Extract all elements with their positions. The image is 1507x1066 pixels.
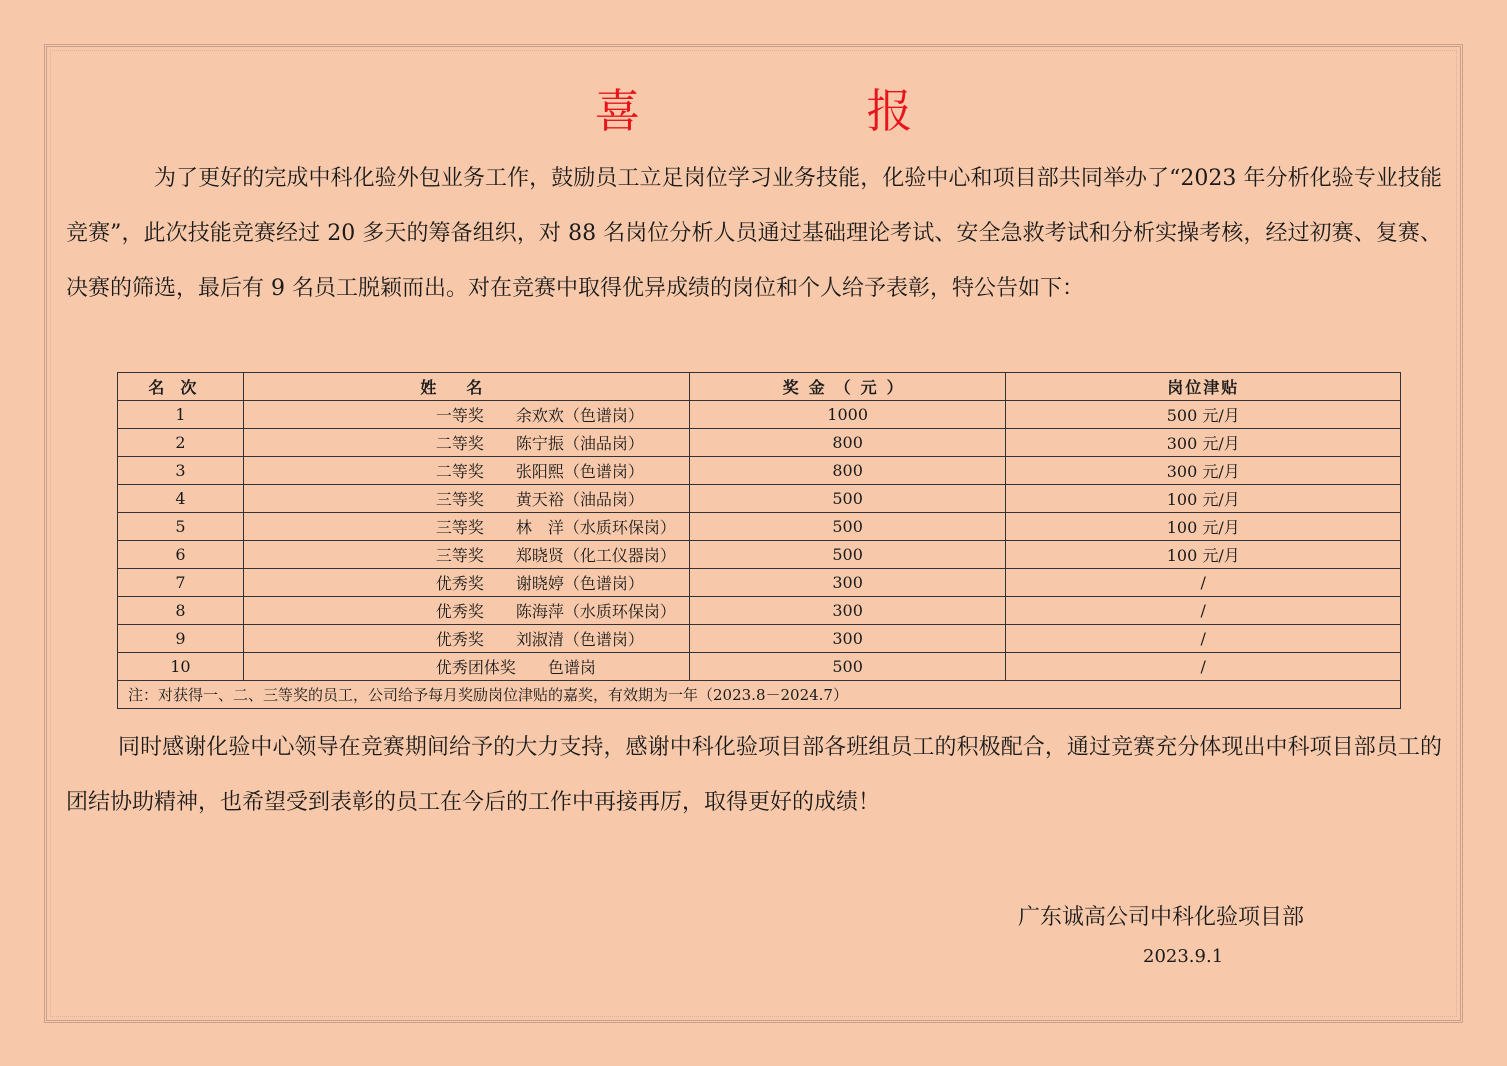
table-row bbox=[118, 513, 1401, 541]
header-prize: 奖金（元） bbox=[689, 373, 1006, 401]
header-name: 姓名 bbox=[243, 373, 689, 401]
prize-cell: 1000 bbox=[689, 401, 1006, 429]
prize-cell: 500 bbox=[689, 485, 1006, 513]
prize-cell: 500 bbox=[689, 653, 1006, 681]
name-cell: 优秀团体奖 色谱岗 bbox=[243, 653, 689, 681]
table-row bbox=[118, 485, 1401, 513]
prize-cell: 800 bbox=[689, 457, 1006, 485]
allowance-cell: / bbox=[1006, 569, 1401, 597]
name-cell: 优秀奖 谢晓婷（色谱岗） bbox=[243, 569, 689, 597]
allowance-cell: 300 元/月 bbox=[1006, 429, 1401, 457]
table-row bbox=[118, 653, 1401, 681]
table-row bbox=[118, 597, 1401, 625]
allowance-cell: 100 元/月 bbox=[1006, 485, 1401, 513]
prize-cell: 300 bbox=[689, 597, 1006, 625]
name-cell: 优秀奖 陈海萍（水质环保岗） bbox=[243, 597, 689, 625]
name-cell: 三等奖 黄天裕（油品岗） bbox=[243, 485, 689, 513]
name-cell: 二等奖 陈宁振（油品岗） bbox=[243, 429, 689, 457]
table-note-row bbox=[118, 681, 1401, 709]
prize-cell: 300 bbox=[689, 569, 1006, 597]
rank-cell: 7 bbox=[118, 569, 244, 597]
table-row bbox=[118, 457, 1401, 485]
rank-cell: 3 bbox=[118, 457, 244, 485]
table-note: 注：对获得一、二、三等奖的员工，公司给予每月奖励岗位津贴的嘉奖，有效期为一年（2023.8－2024.7） bbox=[118, 681, 1401, 709]
table-row bbox=[118, 401, 1401, 429]
allowance-cell: / bbox=[1006, 597, 1401, 625]
prize-cell: 300 bbox=[689, 625, 1006, 653]
header-rank: 名次 bbox=[118, 373, 244, 401]
table-row bbox=[118, 625, 1401, 653]
rank-cell: 4 bbox=[118, 485, 244, 513]
allowance-cell: 100 元/月 bbox=[1006, 541, 1401, 569]
allowance-cell: 500 元/月 bbox=[1006, 401, 1401, 429]
rank-cell: 5 bbox=[118, 513, 244, 541]
rank-cell: 1 bbox=[118, 401, 244, 429]
name-cell: 三等奖 郑晓贤（化工仪器岗） bbox=[243, 541, 689, 569]
allowance-cell: 300 元/月 bbox=[1006, 457, 1401, 485]
name-cell: 优秀奖 刘淑清（色谱岗） bbox=[243, 625, 689, 653]
table-header-row bbox=[118, 373, 1401, 401]
name-cell: 一等奖 余欢欢（色谱岗） bbox=[243, 401, 689, 429]
signature-organization: 广东诚高公司中科化验项目部 bbox=[1018, 905, 1305, 930]
table-row bbox=[118, 541, 1401, 569]
rank-cell: 6 bbox=[118, 541, 244, 569]
name-cell: 三等奖 林 洋（水质环保岗） bbox=[243, 513, 689, 541]
name-cell: 二等奖 张阳熙（色谱岗） bbox=[243, 457, 689, 485]
allowance-cell: / bbox=[1006, 653, 1401, 681]
prize-cell: 800 bbox=[689, 429, 1006, 457]
closing-paragraph: 同时感谢化验中心领导在竞赛期间给予的大力支持，感谢中科化验项目部各班组员工的积极配合，通过竞赛充分体现出中科项目部员工的团结协助精神，也希望受到表彰的员工在今后的工作中再接再厉，取得更好的成绩！ bbox=[66, 735, 1442, 815]
rank-cell: 9 bbox=[118, 625, 244, 653]
table-row bbox=[118, 429, 1401, 457]
page-title: 喜 报 bbox=[594, 84, 1003, 138]
intro-paragraph: 为了更好的完成中科化验外包业务工作，鼓励员工立足岗位学习业务技能，化验中心和项目部共同举办了“2023 年分析化验专业技能竞赛”，此次技能竞赛经过 20 多天的筹备组织，对 88 名岗位分析人员通过基础理论考试、安全急救考试和分析实操考核，经过初赛、复赛、决赛的筛选，最后有 9 名员工脱颖而出。对在竞赛中取得优异成绩的岗位和个人给予表彰，特公告如下： bbox=[66, 166, 1442, 301]
allowance-cell: 100 元/月 bbox=[1006, 513, 1401, 541]
prize-cell: 500 bbox=[689, 513, 1006, 541]
rank-cell: 10 bbox=[118, 653, 244, 681]
rank-cell: 8 bbox=[118, 597, 244, 625]
prize-cell: 500 bbox=[689, 541, 1006, 569]
header-allowance: 岗位津贴 bbox=[1006, 373, 1401, 401]
allowance-cell: / bbox=[1006, 625, 1401, 653]
signature-date: 2023.9.1 bbox=[1143, 946, 1224, 967]
table-row bbox=[118, 569, 1401, 597]
rank-cell: 2 bbox=[118, 429, 244, 457]
awards-table bbox=[117, 372, 1401, 709]
